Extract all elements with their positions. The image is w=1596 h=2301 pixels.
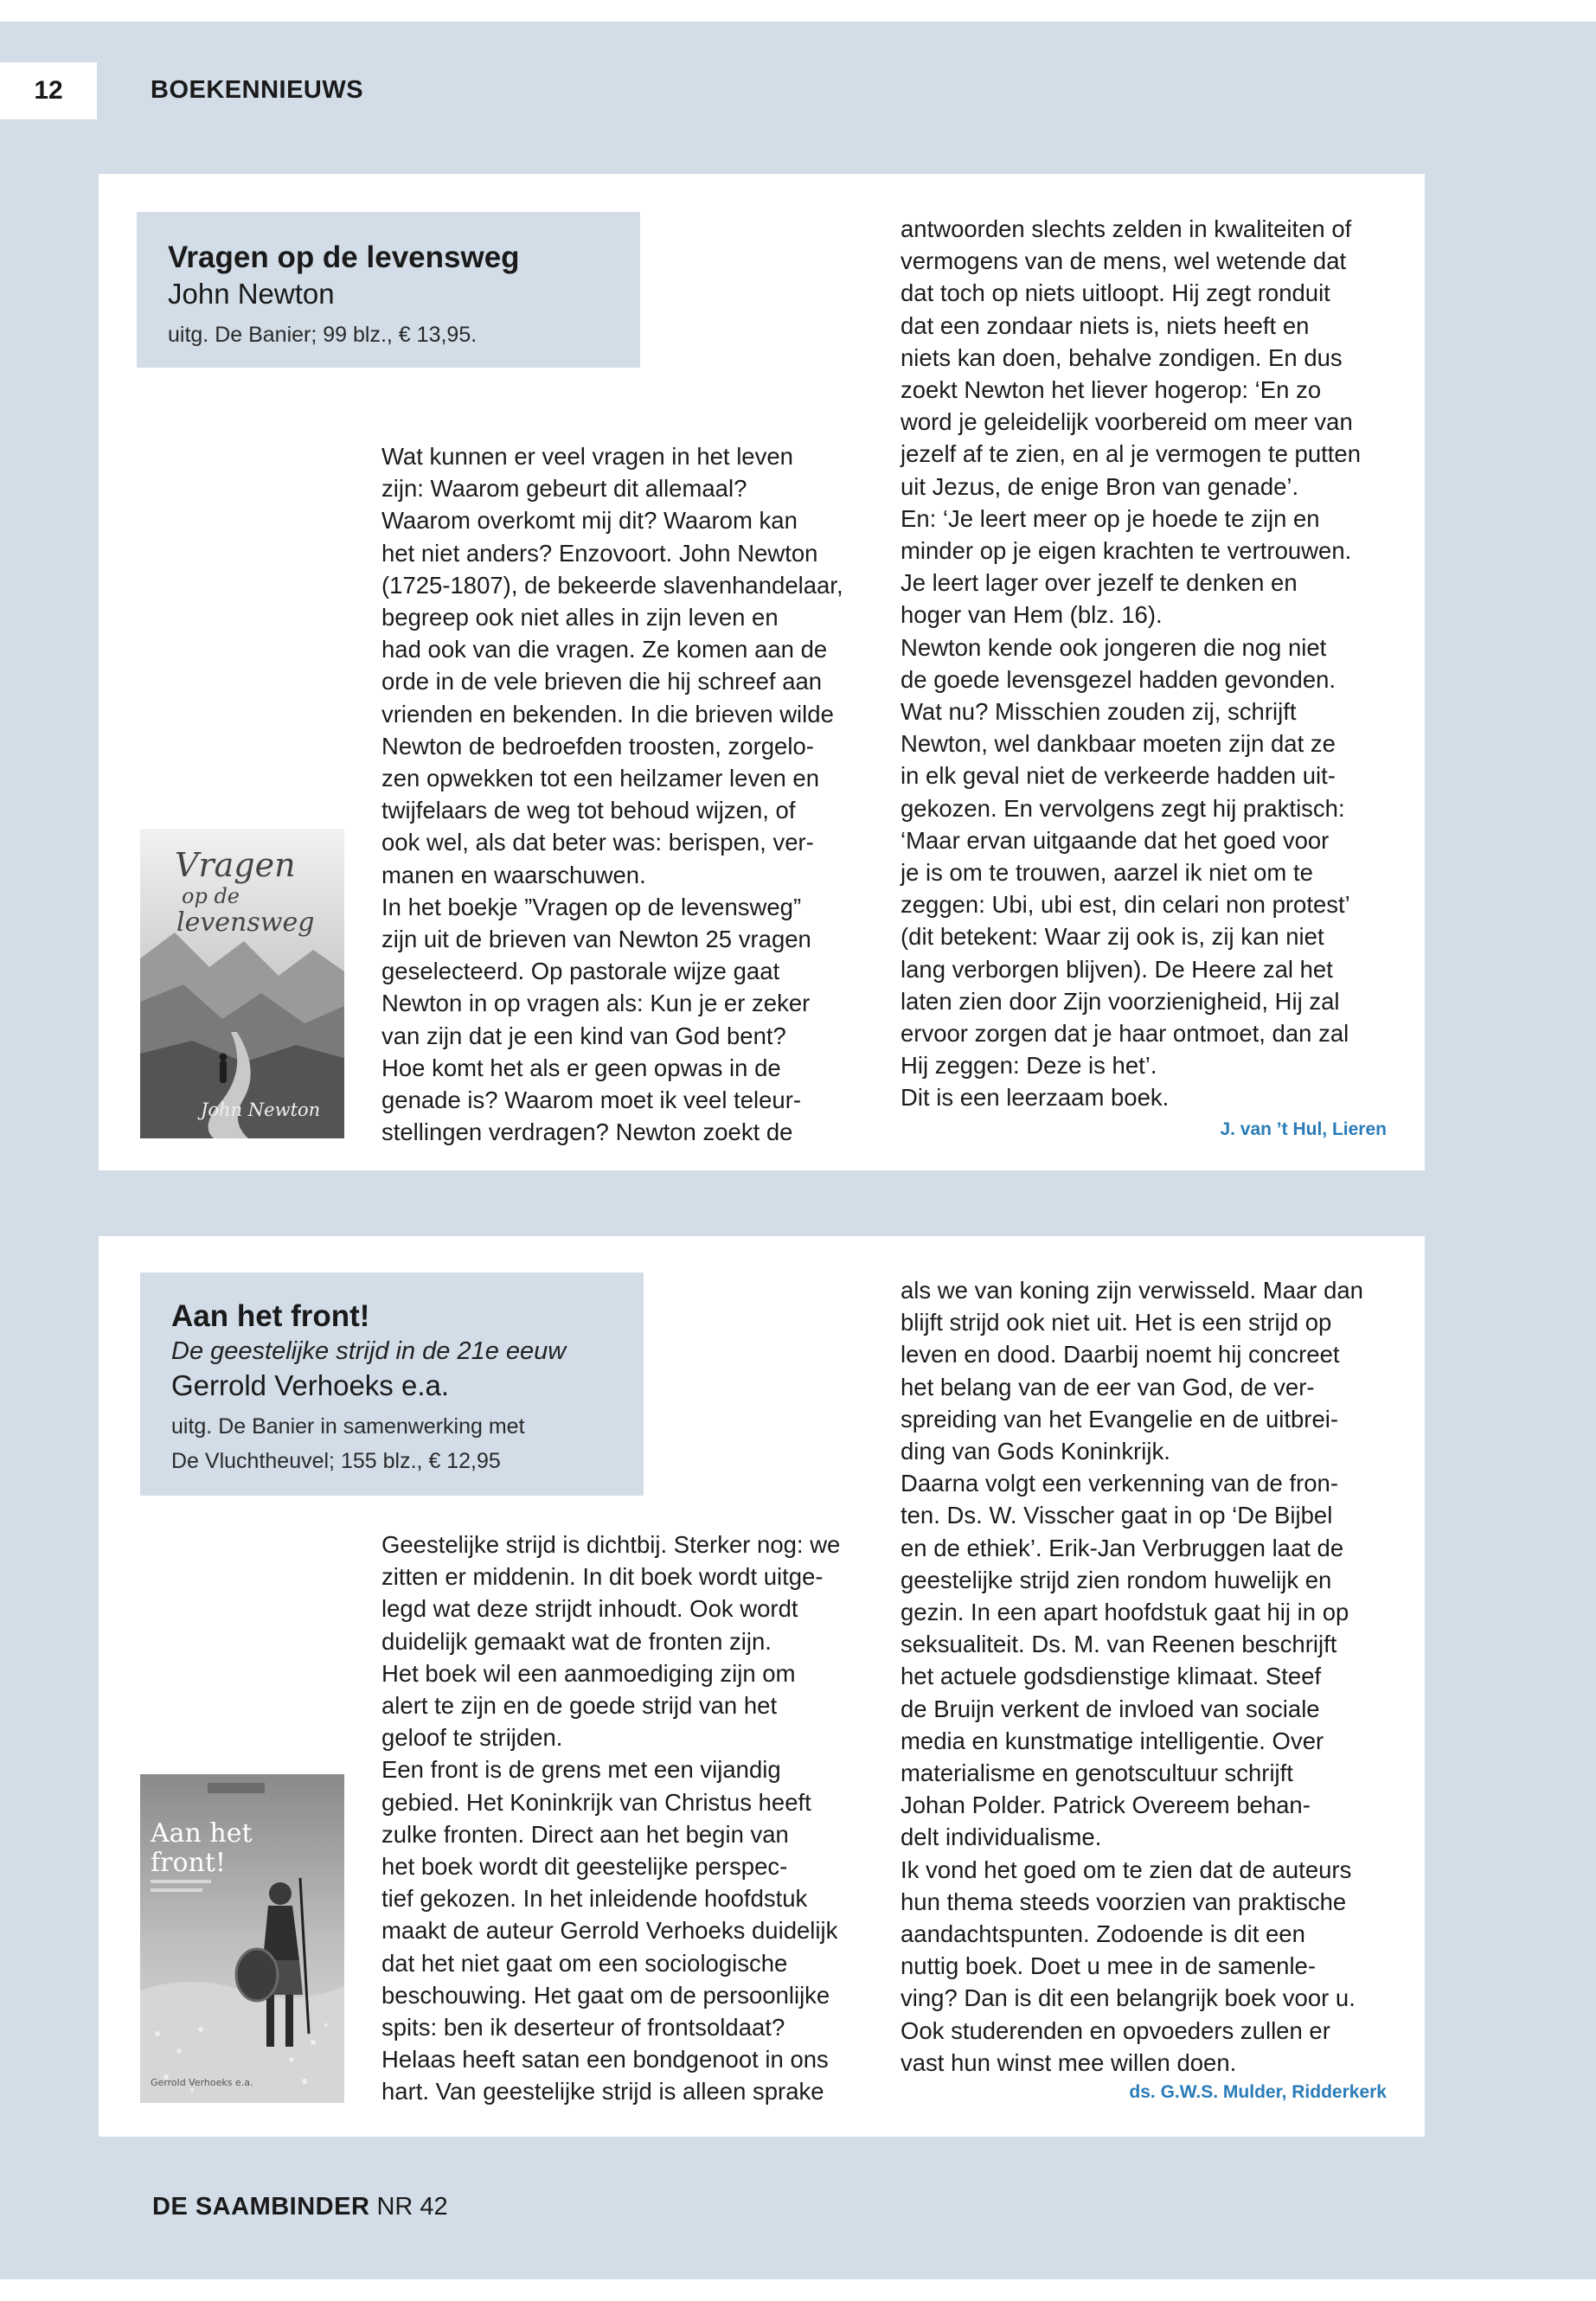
text-line: je is om te trouwen, aarzel ik niet om te [901, 859, 1313, 887]
text-line: genade is? Waarom moet ik veel teleur- [381, 1086, 802, 1114]
text-line: het belang van de eer van God, de ver- [901, 1373, 1315, 1400]
text-line: maakt de auteur Gerrold Verhoeks duidelijk [381, 1917, 838, 1945]
book-publisher [171, 1409, 612, 1478]
review-panel-1 [99, 174, 1425, 1170]
text-line: het actuele godsdienstige klimaat. Steef [901, 1663, 1322, 1690]
text-line: zen opwekken tot een heilzamer leven en [381, 765, 820, 792]
review-text-right [901, 213, 1489, 1114]
book-cover-image [140, 829, 344, 1138]
text-line: de goede levensgezel hadden gevonden. [901, 665, 1336, 693]
text-line: hun thema steeds voorzien van praktische [901, 1888, 1347, 1915]
text-line: In het boekje ”Vragen op de levensweg” [381, 893, 802, 920]
text-line: zulke fronten. Direct aan het begin van [381, 1820, 789, 1848]
text-line: de Bruijn verkent de invloed van sociale [901, 1695, 1320, 1722]
text-line: spits: ben ik deserteur of frontsoldaat? [381, 2014, 785, 2041]
text-line: Newton, wel dankbaar moeten zijn dat ze [901, 730, 1336, 758]
text-line: Geestelijke strijd is dichtbij. Sterker nog: we [381, 1531, 841, 1558]
book-author: Gerrold Verhoeks e.a. [171, 1369, 450, 1401]
cover-title-line-1: Vragen [175, 846, 296, 884]
text-line: Het boek wil een aanmoediging zijn om [381, 1659, 796, 1687]
section-title: BOEKENNIEUWS [151, 76, 364, 104]
text-line: zeggen: Ubi, ubi est, din celari non protest’ [901, 891, 1350, 919]
text-line: Ook studerenden en opvoeders zullen er [901, 2016, 1330, 2044]
text-line: geloof te strijden. [381, 1724, 563, 1752]
text-line: ten. Ds. W. Visscher gaat in op ‘De Bijbel [901, 1502, 1333, 1529]
text-line: laten zien door Zijn voorzienigheid, Hij zal [901, 987, 1340, 1015]
publisher-line: De Vluchtheuvel; 155 blz., € 12,95 [171, 1449, 501, 1473]
text-line: vermogens van de mens, wel wetende dat [901, 247, 1347, 275]
text-line: Newton in op vragen als: Kun je er zeker [381, 990, 811, 1017]
text-line: materialisme en genotscultuur schrijft [901, 1759, 1293, 1787]
text-line: als we van koning zijn verwisseld. Maar dan [901, 1277, 1363, 1304]
text-line: het niet anders? Enzovoort. John Newton [381, 539, 818, 567]
text-line: van zijn dat je een kind van God bent? [381, 1022, 786, 1049]
text-line: ving? Dan is dit een belangrijk boek voor u. [901, 1984, 1356, 2012]
text-line: vast hun winst mee willen doen. [901, 2048, 1237, 2076]
text-line: beschouwing. Het gaat om de persoonlijke [381, 1981, 830, 2009]
text-line: zijn: Waarom gebeurt dit allemaal? [381, 475, 747, 503]
cover-title-line-2: op de [182, 884, 240, 908]
text-line: zijn uit de brieven van Newton 25 vragen [381, 926, 811, 953]
text-line: ‘Maar ervan uitgaande dat het goed voor [901, 826, 1330, 854]
text-line: tief gekozen. In het inleidende hoofdstuk [381, 1885, 808, 1913]
text-line: word je geleidelijk voorbereid om meer van [901, 408, 1353, 436]
cover-title-line-3: levensweg [176, 907, 315, 938]
text-line: spreiding van het Evangelie en de uitbrei- [901, 1405, 1339, 1433]
text-line: uit Jezus, de enige Bron van genade’. [901, 472, 1299, 500]
text-line: gekozen. En vervolgens zegt hij praktisch: [901, 794, 1345, 822]
issue-number: NR 42 [376, 2193, 448, 2221]
text-line: Je leert lager over jezelf te denken en [901, 569, 1298, 597]
text-line: ding van Gods Koninkrijk. [901, 1438, 1170, 1465]
cover-title-line-1: Aan het [151, 1818, 253, 1849]
text-line: hart. Van geestelijke strijd is alleen sprake [381, 2078, 824, 2106]
text-line: Wat kunnen er veel vragen in het leven [381, 443, 793, 470]
cover-author: Gerrold Verhoeks e.a. [151, 2077, 253, 2088]
publisher-line: uitg. De Banier in samenwerking met [171, 1414, 525, 1439]
text-line: alert te zijn en de goede strijd van het [381, 1692, 778, 1720]
text-line: en de ethiek’. Erik-Jan Verbruggen laat de [901, 1534, 1344, 1561]
text-line: minder op je eigen krachten te vertrouwen. [901, 537, 1352, 565]
text-line: dat een zondaar niets is, niets heeft en [901, 311, 1310, 339]
book-publisher: uitg. De Banier; 99 blz., € 13,95. [168, 323, 478, 347]
text-line: delt individualisme. [901, 1823, 1102, 1851]
text-line: zoekt Newton het liever hogerop: ‘En zo [901, 376, 1322, 404]
text-line: (1725-1807), de bekeerde slavenhandelaar, [381, 571, 843, 599]
text-line: legd wat deze strijdt inhoudt. Ook wordt [381, 1595, 798, 1623]
text-line: het boek wordt dit geestelijke perspec- [381, 1853, 788, 1881]
reviewer-signature: ds. G.W.S. Mulder, Ridderkerk [1129, 2082, 1387, 2102]
text-line: nuttig boek. Doet u mee in de samenle- [901, 1952, 1317, 1980]
text-line: Newton kende ook jongeren die nog niet [901, 633, 1327, 661]
text-line: Newton de bedroefden troosten, zorgelo- [381, 732, 814, 760]
cover-title-line-2: front! [151, 1848, 226, 1878]
text-line: had ook van die vragen. Ze komen aan de [381, 636, 828, 663]
book-info-box [137, 212, 640, 368]
text-line: ook wel, als dat beter was: berispen, ver- [381, 829, 814, 856]
text-line: gezin. In een apart hoofdstuk gaat hij in op [901, 1599, 1349, 1626]
text-line: in elk geval niet de verkeerde hadden uit- [901, 762, 1336, 790]
text-line: dat toch op niets uitloopt. Hij zegt ronduit [901, 279, 1330, 307]
text-line: Waarom overkomt mij dit? Waarom kan [381, 507, 798, 535]
review-text-left [381, 1529, 970, 2108]
text-line: Helaas heeft satan een bondgenoot in ons [381, 2046, 829, 2073]
text-line: dat het niet gaat om een sociologische [381, 1949, 788, 1977]
text-line: aandachtspunten. Zodoende is dit een [901, 1920, 1305, 1948]
book-title: Vragen op de levensweg [168, 240, 520, 274]
text-line: media en kunstmatige intelligentie. Over [901, 1727, 1324, 1754]
text-line: niets kan doen, behalve zondigen. En dus [901, 343, 1343, 371]
text-line: blijft strijd ook niet uit. Het is een strijd op [901, 1309, 1332, 1336]
text-line: vrienden en bekenden. In die brieven wilde [381, 700, 834, 727]
text-line: manen en waarschuwen. [381, 861, 646, 888]
book-info-box [140, 1272, 644, 1496]
text-line: Wat nu? Misschien zouden zij, schrijft [901, 698, 1297, 726]
text-line: geselecteerd. Op pastorale wijze gaat [381, 958, 780, 985]
text-line: duidelijk gemaakt wat de fronten zijn. [381, 1627, 772, 1655]
text-line: antwoorden slechts zelden in kwaliteiten of [901, 215, 1352, 242]
text-line: Ik vond het goed om te zien dat de auteurs [901, 1856, 1352, 1883]
text-line: begreep ook niet alles in zijn leven en [381, 604, 779, 631]
text-line: orde in de vele brieven die hij schreef aan [381, 668, 823, 695]
text-line: hoger van Hem (blz. 16). [901, 601, 1163, 629]
text-line: stellingen verdragen? Newton zoekt de [381, 1118, 793, 1146]
text-line: gebied. Het Koninkrijk van Christus heeft [381, 1788, 811, 1816]
book-title: Aan het front! [171, 1299, 370, 1333]
text-line: Hoe komt het als er geen opwas in de [381, 1054, 781, 1081]
text-line: lang verborgen blijven). De Heere zal het [901, 955, 1333, 983]
page-number: 12 [0, 62, 97, 119]
magazine-name: DE SAAMBINDER [152, 2193, 370, 2221]
text-line: En: ‘Je leert meer op je hoede te zijn en [901, 504, 1320, 532]
book-author: John Newton [168, 278, 335, 310]
review-text-right [901, 1274, 1489, 2079]
text-line: Dit is een leerzaam boek. [901, 1084, 1170, 1112]
reviewer-signature: J. van ’t Hul, Lieren [1220, 1119, 1387, 1139]
review-text-left [381, 440, 970, 1148]
text-line: Hij zeggen: Deze is het’. [901, 1052, 1157, 1080]
book-cover-image [140, 1774, 344, 2103]
text-line: (dit betekent: Waar zij ook is, zij kan niet [901, 923, 1324, 951]
text-line: Johan Polder. Patrick Overeem behan- [901, 1791, 1311, 1819]
text-line: jezelf af te zien, en al je vermogen te putten [901, 440, 1361, 468]
text-line: Een front is de grens met een vijandig [381, 1756, 781, 1784]
text-line: geestelijke strijd zien rondom huwelijk en [901, 1566, 1332, 1593]
footer [152, 2193, 448, 2221]
text-line: Daarna volgt een verkenning van de fron- [901, 1470, 1339, 1497]
text-line: ervoor zorgen dat je haar ontmoet, dan zal [901, 1020, 1349, 1048]
text-line: zitten er middenin. In dit boek wordt uitge- [381, 1563, 824, 1591]
text-line: twijfelaars de weg tot behoud wijzen, of [381, 797, 796, 824]
text-line: leven en dood. Daarbij noemt hij concreet [901, 1341, 1340, 1368]
review-panel-2 [99, 1236, 1425, 2137]
book-subtitle: De geestelijke strijd in de 21e eeuw [171, 1337, 567, 1365]
text-line: seksualiteit. Ds. M. van Reenen beschrijft [901, 1631, 1337, 1658]
cover-author: John Newton [201, 1099, 321, 1120]
